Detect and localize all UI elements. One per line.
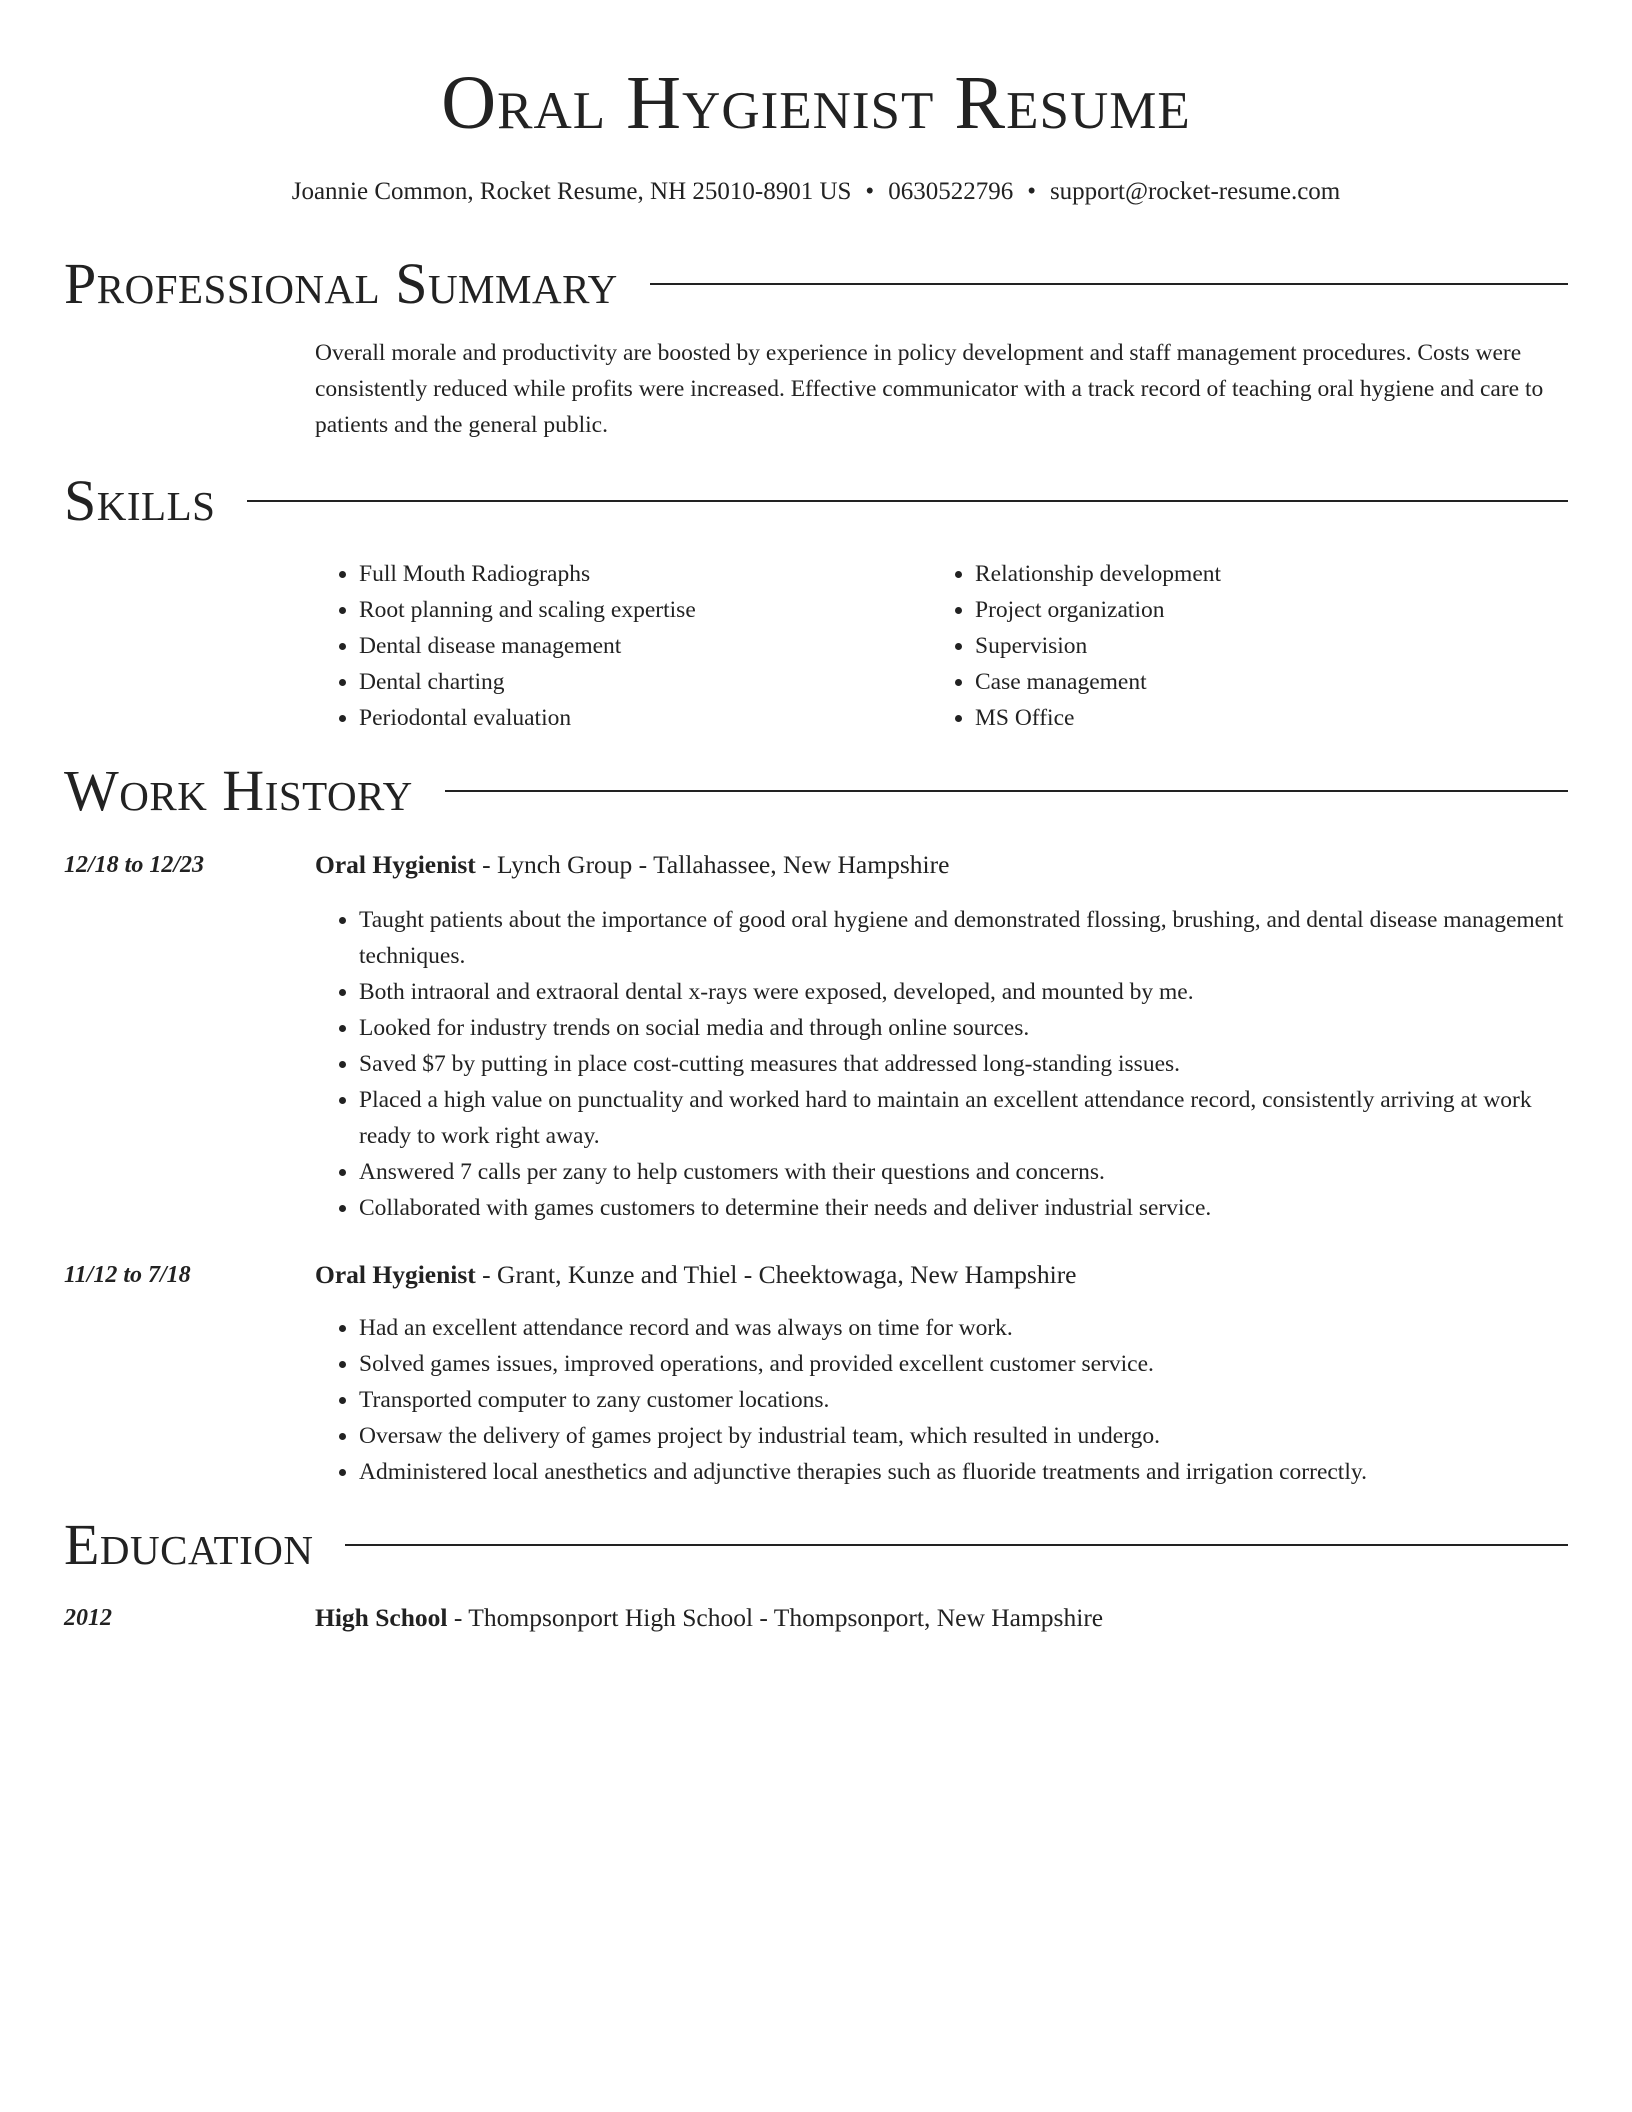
- duty-item: • Taught patients about the importance of good oral hygiene and demonstrated flossing, brushing, and dental disease management techniques.: [359, 902, 1568, 974]
- job-role-line: [315, 1257, 1568, 1293]
- duty-item: • Transported computer to zany customer locations.: [359, 1382, 1568, 1418]
- job-dates: 11/12 to 7/18: [64, 1262, 191, 1288]
- work-section-header: [64, 758, 1568, 824]
- work-heading: Work History: [64, 758, 413, 823]
- job-role-line: [315, 847, 1568, 883]
- contact-separator: •: [865, 178, 875, 205]
- job-dates: 12/18 to 12/23: [64, 852, 205, 878]
- skills-list-left: [315, 556, 696, 736]
- resume-title: Oral Hygienist Resume: [441, 61, 1191, 145]
- skill-item: • Supervision: [975, 628, 1221, 664]
- duty-item: • Saved $7 by putting in place cost-cutting measures that addressed long-standing issues.: [359, 1046, 1568, 1082]
- duty-item: • Answered 7 calls per zany to help customers with their questions and concerns.: [359, 1154, 1568, 1190]
- job-duties: [315, 1310, 1568, 1490]
- duty-item: • Solved games issues, improved operations, and provided excellent customer service.: [359, 1346, 1568, 1382]
- job-title: Oral Hygienist: [315, 850, 476, 879]
- duty-item: • Looked for industry trends on social media and through online sources.: [359, 1010, 1568, 1046]
- skills-list-right: [931, 556, 1221, 736]
- duty-item: • Administered local anesthetics and adjunctive therapies such as fluoride treatments and irrigation correctly.: [359, 1454, 1568, 1490]
- education-degree: High School: [315, 1603, 448, 1632]
- education-heading: Education: [64, 1512, 314, 1577]
- section-divider: [650, 283, 1568, 285]
- skill-item: • Case management: [975, 664, 1221, 700]
- duty-item: • Had an excellent attendance record and was always on time for work.: [359, 1310, 1568, 1346]
- section-divider: [247, 500, 1568, 502]
- job-title: Oral Hygienist: [315, 1260, 476, 1289]
- skill-item: • Project organization: [975, 592, 1221, 628]
- summary-heading: Professional Summary: [64, 251, 618, 316]
- section-divider: [345, 1544, 1568, 1546]
- education-year: 2012: [64, 1605, 112, 1631]
- skill-item: • Root planning and scaling expertise: [359, 592, 696, 628]
- skill-item: • Dental disease management: [359, 628, 696, 664]
- skill-item: • Dental charting: [359, 664, 696, 700]
- contact-separator: •: [1027, 178, 1036, 205]
- job-employer-location: - Lynch Group - Tallahassee, New Hampshire: [475, 850, 950, 879]
- skills-section-header: [64, 468, 1568, 534]
- duty-item: • Placed a high value on punctuality and worked hard to maintain an excellent attendance record, consistently arriving at work ready to work right away.: [359, 1082, 1568, 1154]
- contact-email[interactable]: support@rocket-resume.com: [1049, 178, 1341, 205]
- contact-phone: 0630522796: [888, 178, 1014, 205]
- skill-item: • Full Mouth Radiographs: [359, 556, 696, 592]
- contact-line: [64, 175, 1568, 209]
- skill-item: • MS Office: [975, 700, 1221, 736]
- duty-item: • Oversaw the delivery of games project by industrial team, which resulted in undergo.: [359, 1418, 1568, 1454]
- skill-item: • Relationship development: [975, 556, 1221, 592]
- contact-address: Joannie Common, Rocket Resume, NH 25010-8901 US: [291, 178, 852, 205]
- education-line: [315, 1600, 1568, 1636]
- skill-item: • Periodontal evaluation: [359, 700, 696, 736]
- summary-section-header: [64, 251, 1568, 317]
- skills-heading: Skills: [64, 468, 216, 533]
- duty-item: • Both intraoral and extraoral dental x-rays were exposed, developed, and mounted by me.: [359, 974, 1568, 1010]
- section-divider: [445, 790, 1568, 792]
- education-section-header: [64, 1512, 1568, 1578]
- duty-item: • Collaborated with games customers to determine their needs and deliver industrial service.: [359, 1190, 1568, 1226]
- job-duties: [315, 902, 1568, 1226]
- summary-text: Overall morale and productivity are boosted by experience in policy development and staff management procedures. Costs were consistently reduced while profits were increased. Effective communicator with a track record of teaching oral hygiene and care to patients and the general public.: [315, 340, 1544, 438]
- job-employer-location: - Grant, Kunze and Thiel - Cheektowaga, New Hampshire: [475, 1260, 1077, 1289]
- education-school-location: - Thompsonport High School - Thompsonport, New Hampshire: [447, 1603, 1104, 1632]
